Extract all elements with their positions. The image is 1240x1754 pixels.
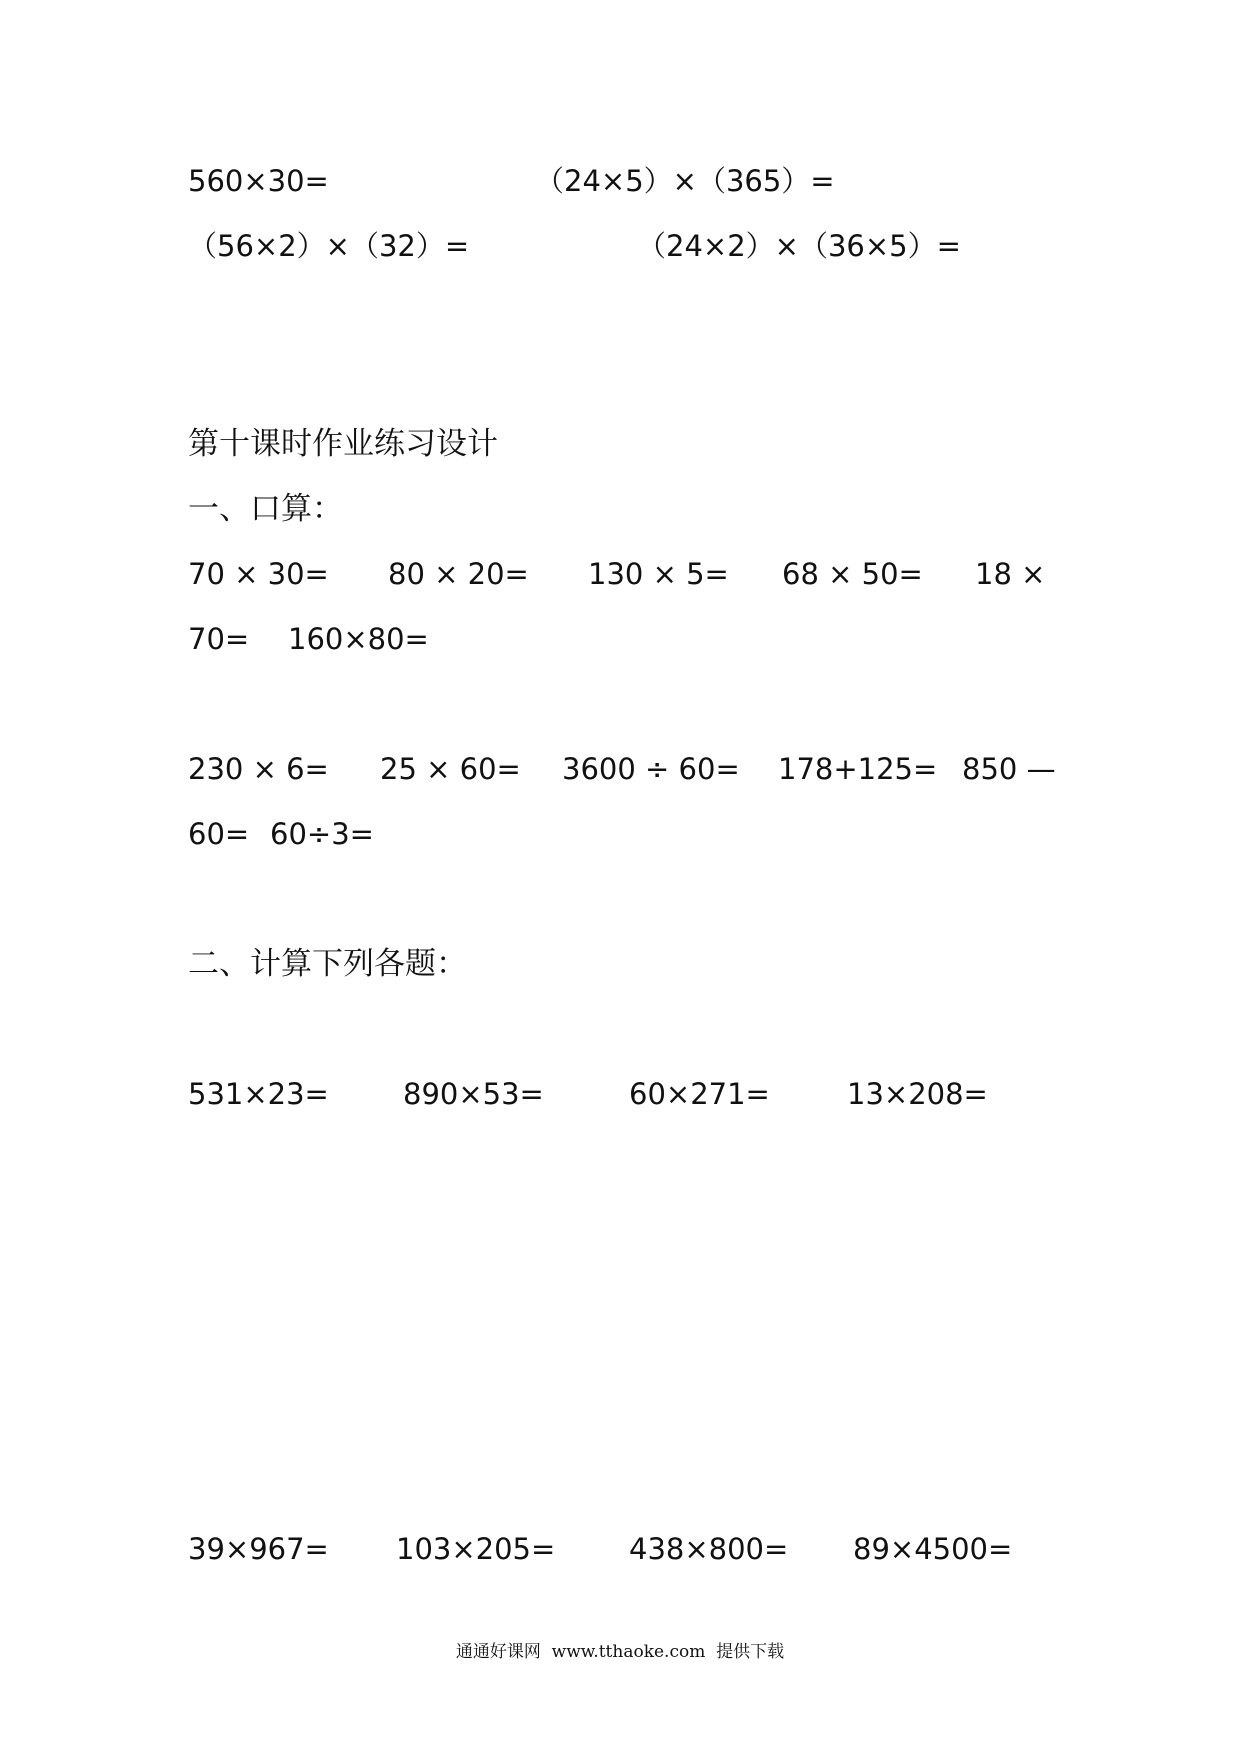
lesson-title: 第十课时作业练习设计 bbox=[188, 426, 498, 462]
expr-24x5-x-365: （24×5）×（365）= bbox=[535, 164, 835, 198]
section1-heading: 一、口算： bbox=[188, 491, 343, 527]
expr-89x4500: 89×4500= bbox=[853, 1532, 1013, 1566]
expr-68x50: 68 × 50= bbox=[782, 557, 923, 591]
expr-39x967: 39×967= bbox=[188, 1532, 329, 1566]
expr-70x30: 70 × 30= bbox=[188, 557, 329, 591]
expr-60x271: 60×271= bbox=[629, 1077, 770, 1111]
expr-70-continued: 70= bbox=[188, 622, 250, 656]
expr-60-continued: 60= bbox=[188, 817, 250, 851]
expr-130x5: 130 × 5= bbox=[588, 557, 729, 591]
expr-25x60: 25 × 60= bbox=[380, 752, 521, 786]
expr-24x2-x-36x5: （24×2）×（36×5）= bbox=[637, 229, 961, 263]
expr-18x: 18 × bbox=[975, 557, 1046, 591]
expr-13x208: 13×208= bbox=[847, 1077, 988, 1111]
page-footer: 通通好课网 www.tthaoke.com 提供下载 bbox=[455, 1642, 785, 1662]
expr-60div3: 60÷3= bbox=[270, 817, 374, 851]
expr-160x80: 160×80= bbox=[288, 622, 429, 656]
expr-560x30: 560×30= bbox=[188, 164, 329, 198]
expr-3600div60: 3600 ÷ 60= bbox=[562, 752, 740, 786]
section2-heading: 二、计算下列各题： bbox=[188, 946, 467, 982]
expr-438x800: 438×800= bbox=[629, 1532, 789, 1566]
expr-890x53: 890×53= bbox=[403, 1077, 544, 1111]
expr-178plus125: 178+125= bbox=[778, 752, 938, 786]
expr-56x2-x-32: （56×2）×（32）= bbox=[188, 229, 470, 263]
expr-80x20: 80 × 20= bbox=[388, 557, 529, 591]
expr-531x23: 531×23= bbox=[188, 1077, 329, 1111]
expr-850minus: 850 — bbox=[962, 752, 1056, 786]
expr-230x6: 230 × 6= bbox=[188, 752, 329, 786]
expr-103x205: 103×205= bbox=[396, 1532, 556, 1566]
